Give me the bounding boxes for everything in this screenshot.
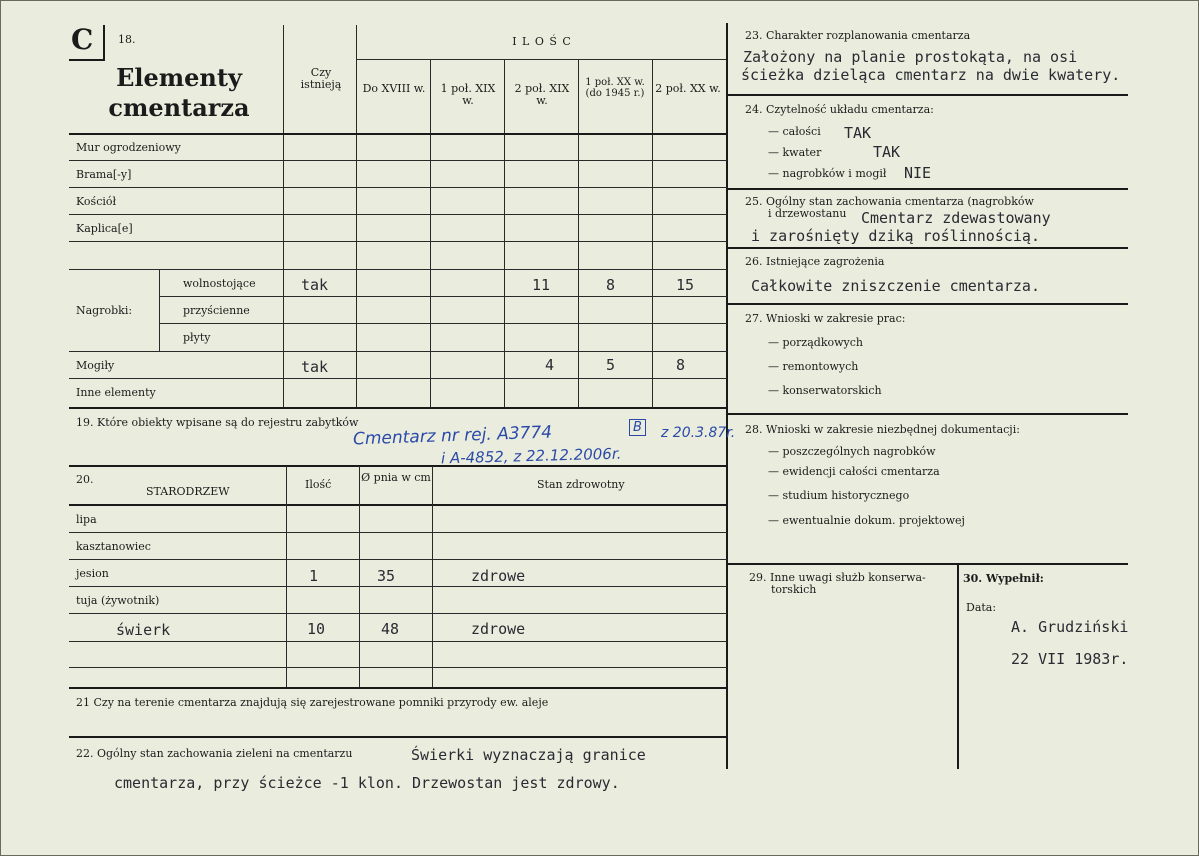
s20-row-line: [69, 641, 727, 642]
tree-tuja: tuja (żywotnik): [76, 594, 160, 607]
s28-item-4: — ewentualnie dokum. projektowej: [768, 514, 965, 527]
header-exists: Czy istnieją: [300, 66, 342, 91]
section-22-line-1: Świerki wyznaczają granice: [411, 746, 646, 764]
s25-bottom-line: [728, 247, 1128, 249]
wolnostojace-p4: 8: [606, 276, 616, 294]
section-18-number: 18.: [118, 33, 136, 46]
section-29-label-1: 29. Inne uwagi służb konserwa-: [749, 571, 926, 584]
header-line: [578, 59, 579, 408]
section-26-value: Całkowite zniszczenie cmentarza.: [751, 277, 1040, 295]
s24-item-2: — kwater: [768, 146, 822, 159]
tree-lipa: lipa: [76, 513, 97, 526]
section-19-label: 19. Które obiekty wpisane są do rejestru zabytków: [76, 416, 359, 429]
row-mur: Mur ogrodzeniowy: [76, 141, 181, 154]
row-wolnostojace: wolnostojące: [183, 277, 256, 290]
s28-item-3: — studium historycznego: [768, 489, 910, 502]
mogily-p3: 4: [545, 356, 555, 374]
s28-item-2: — ewidencji całości cmentarza: [768, 465, 940, 478]
row-kaplica: Kaplica[e]: [76, 222, 133, 235]
card-letter-box: [69, 25, 105, 61]
row-line: [69, 133, 727, 135]
section-25-value-1: Cmentarz zdewastowany: [861, 209, 1051, 227]
s20-row-line: [69, 667, 727, 668]
s20-col-diam: Ø pnia w cm: [361, 471, 431, 484]
s20-header-line: [69, 504, 727, 506]
row-line: [159, 323, 727, 324]
section-28-label: 28. Wnioski w zakresie niezbędnej dokumentacji:: [745, 423, 1020, 436]
row-line: [69, 378, 727, 379]
section-25-label-2: i drzewostanu: [768, 207, 847, 220]
wolnostojace-p3: 11: [532, 276, 551, 294]
header-line: [504, 59, 505, 408]
section-20-number: 20.: [76, 473, 94, 486]
section-25-value-2: i zarośnięty dziką roślinnością.: [751, 227, 1040, 245]
s20-top-line: [69, 465, 727, 467]
section-24-label: 24. Czytelność układu cmentarza:: [745, 103, 934, 116]
s23-bottom-line: [728, 94, 1128, 96]
section-22-line-2: cmentarza, przy ścieżce -1 klon. Drzewostan jest zdrowy.: [114, 774, 620, 792]
s20-col-qty: Ilość: [305, 478, 332, 491]
row-nagrobki: Nagrobki:: [76, 304, 133, 317]
period-1: Do XVIII w.: [362, 82, 426, 95]
card-letter: C: [71, 23, 94, 56]
tree-kasztanowiec: kasztanowiec: [76, 540, 151, 553]
row-line: [159, 296, 727, 297]
section-30-data-label: Data:: [966, 601, 997, 614]
row-plyty: płyty: [183, 331, 211, 344]
tree-jesion: jesion: [76, 567, 109, 580]
s20-row-line: [69, 559, 727, 560]
swierk-qty: 10: [307, 620, 326, 638]
s28-bottom-line: [728, 563, 1128, 565]
s27-item-2: — remontowych: [768, 360, 859, 373]
s24-value-3: NIE: [904, 164, 932, 182]
row-inne: Inne elementy: [76, 386, 156, 399]
s20-col-state: Stan zdrowotny: [537, 478, 625, 491]
row-line: [69, 160, 727, 161]
s27-bottom-line: [728, 413, 1128, 415]
section-20-label: STARODRZEW: [146, 485, 230, 498]
jesion-qty: 1: [309, 567, 319, 585]
swierk-diam: 48: [381, 620, 400, 638]
row-przyscienne: przyścienne: [183, 304, 250, 317]
jesion-state: zdrowe: [471, 567, 526, 585]
section-19-handwriting-box: B: [629, 419, 646, 436]
row-line: [69, 351, 727, 352]
s20-row-line: [69, 613, 727, 614]
row-line: [69, 407, 727, 409]
section-19-handwriting-2: i A-4852, z 22.12.2006r.: [440, 444, 622, 468]
s20-row-line: [69, 532, 727, 533]
s20-col-line: [432, 466, 433, 688]
wolnostojace-exists: tak: [301, 276, 329, 294]
period-4: 1 poł. XX w. (do 1945 r.): [585, 77, 645, 99]
section-19-handwriting-date: z 20.3.87r.: [661, 425, 736, 441]
mogily-exists: tak: [301, 358, 329, 376]
s28-item-1: — poszczególnych nagrobków: [768, 445, 936, 458]
section-26-label: 26. Istniejące zagrożenia: [745, 255, 885, 268]
s20-col-line: [286, 466, 287, 688]
section-18-title: [89, 63, 269, 123]
row-line: [69, 241, 727, 242]
row-line: [69, 187, 727, 188]
s20-row-line: [69, 586, 727, 587]
header-line: [652, 59, 653, 408]
s24-bottom-line: [728, 188, 1128, 190]
section-30-label: 30. Wypełnił:: [963, 572, 1044, 585]
row-brama: Brama[-y]: [76, 168, 132, 181]
section-27-label: 27. Wnioski w zakresie prac:: [745, 312, 906, 325]
row-line: [69, 269, 727, 270]
row-line: [159, 269, 160, 351]
section-30-name: A. Grudziński: [1011, 618, 1129, 636]
s24-value-1: TAK: [844, 124, 872, 142]
swierk-name: świerk: [116, 621, 171, 639]
title-line-1: Elementy: [116, 63, 242, 92]
section-30-date: 22 VII 1983r.: [1011, 650, 1129, 668]
section-23-line-1: Założony na planie prostokąta, na osi: [743, 48, 1078, 66]
period-3: 2 poł. XIX w.: [514, 82, 570, 107]
section-29-label-2: torskich: [771, 583, 817, 596]
s21-bottom-line: [69, 736, 727, 738]
row-line: [69, 214, 727, 215]
header-ilosc: I L O Ś C: [512, 35, 572, 48]
section-22-label: 22. Ogólny stan zachowania zieleni na cmentarzu: [76, 747, 353, 760]
header-line: [430, 59, 431, 408]
period-5: 2 poł. XX w.: [655, 82, 721, 95]
s27-item-3: — konserwatorskich: [768, 384, 882, 397]
s26-bottom-line: [728, 303, 1128, 305]
s20-col-line: [359, 466, 360, 688]
s24-item-3: — nagrobków i mogił: [768, 167, 887, 180]
section-21-label: 21 Czy na terenie cmentarza znajdują się zarejestrowane pomniki przyrody ew. aleje: [76, 696, 549, 709]
swierk-state: zdrowe: [471, 620, 526, 638]
section-25-label-1: 25. Ogólny stan zachowania cmentarza (nagrobków: [745, 195, 1034, 208]
s27-item-1: — porządkowych: [768, 336, 863, 349]
s29-s30-divider: [957, 564, 959, 769]
title-line-2: cmentarza: [108, 93, 250, 122]
row-mogily: Mogiły: [76, 359, 115, 372]
s24-value-2: TAK: [873, 143, 901, 161]
wolnostojace-p5: 15: [676, 276, 695, 294]
s20-bottom-line: [69, 687, 727, 689]
mogily-p5: 8: [676, 356, 686, 374]
section-19-handwriting-1: Cmentarz nr rej. A3774: [352, 422, 553, 450]
mogily-p4: 5: [606, 356, 616, 374]
row-kosciol: Kościół: [76, 195, 117, 208]
jesion-diam: 35: [377, 567, 396, 585]
section-23-line-2: ścieżka dzieląca cmentarz na dwie kwatery.: [741, 66, 1121, 84]
s24-item-1: — całości: [768, 125, 821, 138]
period-2: 1 poł. XIX w.: [440, 82, 496, 107]
section-23-label: 23. Charakter rozplanowania cmentarza: [745, 29, 971, 42]
header-line: [357, 59, 727, 60]
